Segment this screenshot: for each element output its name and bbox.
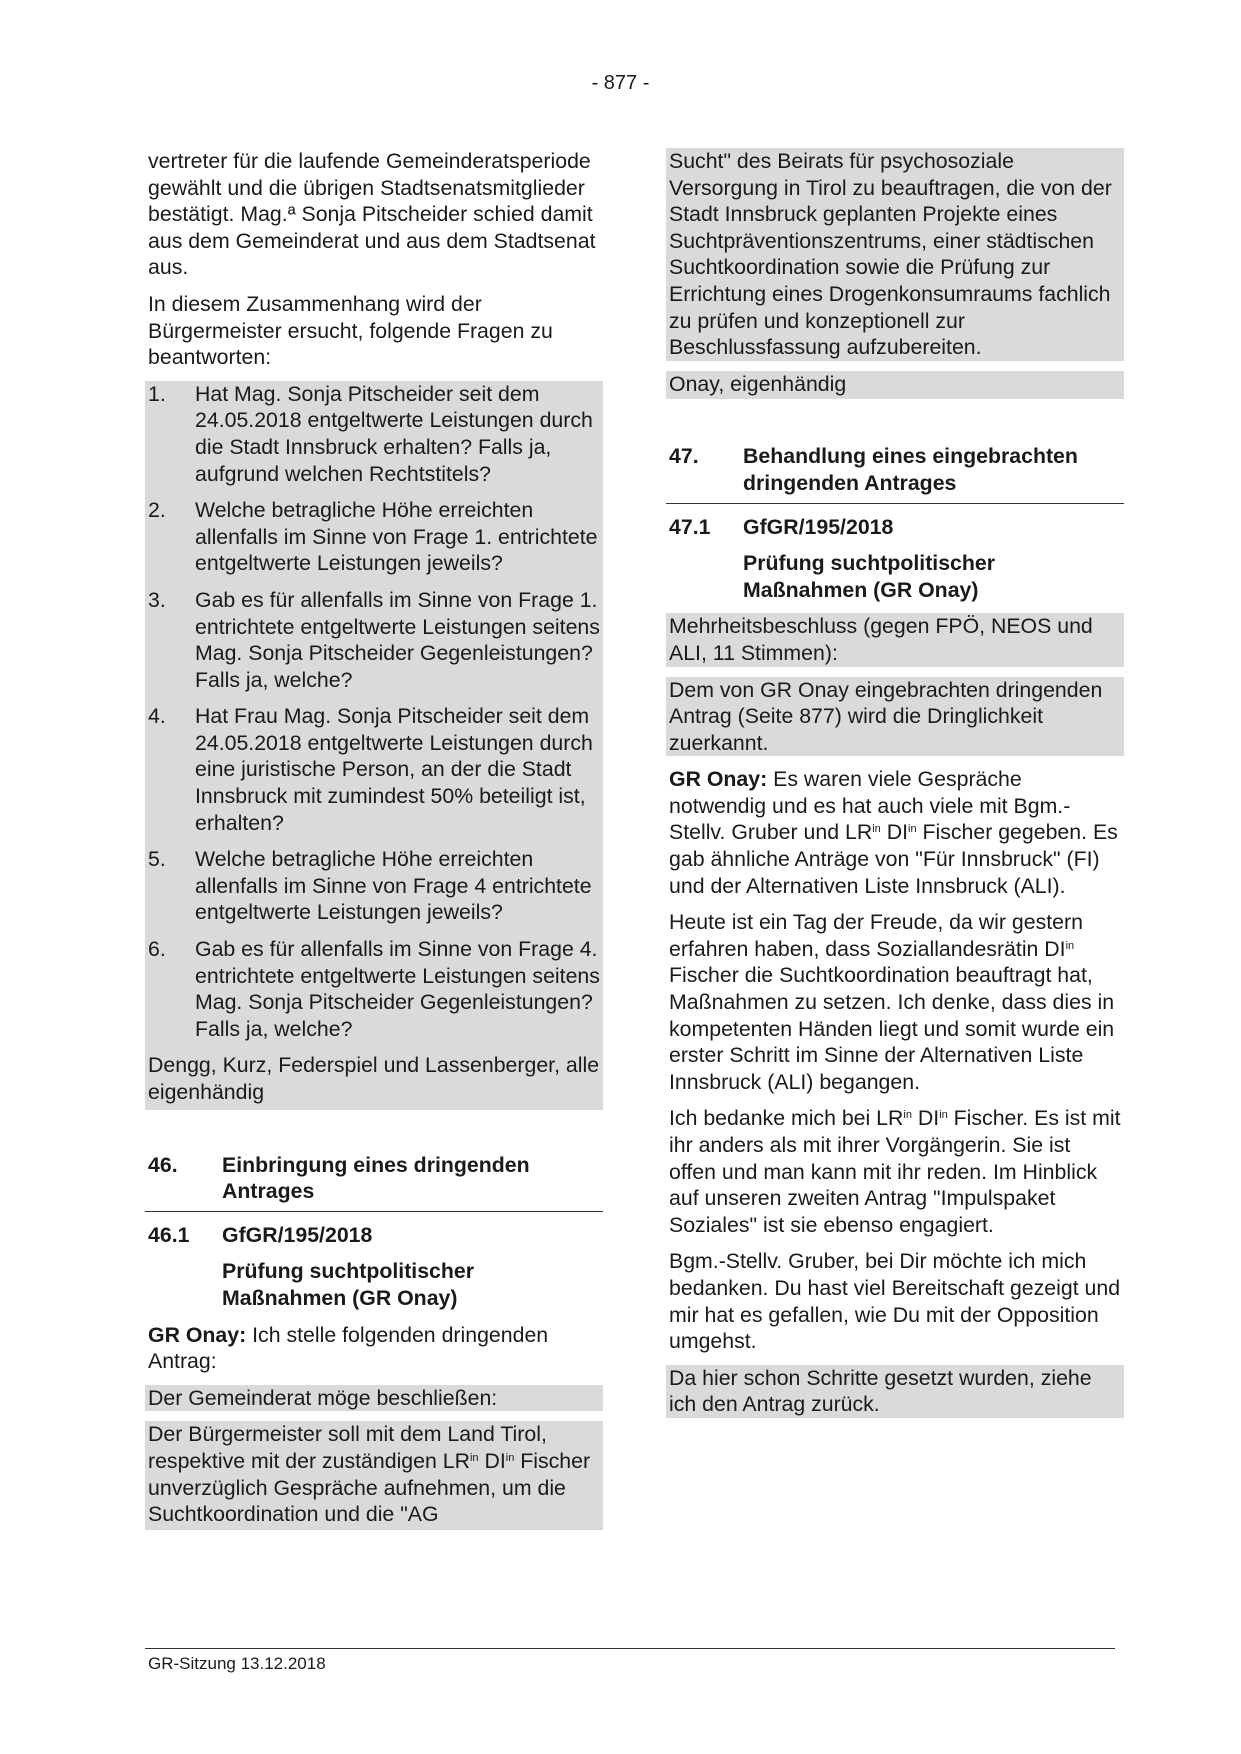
left-column <box>145 148 603 1530</box>
footer-rule <box>145 1648 1115 1649</box>
list-number: 1. <box>148 381 166 406</box>
list-item <box>145 381 603 497</box>
list-text: Gab es für allenfalls im Sinne von Frage 1. entrichtete entgeltwerte Leistungen seitens Mag. Sonja Pitscheider Gegenleistungen? Falls ja, welche? <box>195 587 600 692</box>
heading-46-1 <box>145 1222 603 1259</box>
heading-number: 46. <box>148 1152 178 1177</box>
intro-paragraph-1: vertreter für die laufende Gemeinderatsperiode gewählt und die übrigen Stadtsenatsmitglieder bestätigt. Mag.ª Sonja Pitscheider schied damit aus dem Gemeinderat und aus dem Stadtsenat aus. <box>148 149 596 280</box>
list-number: 2. <box>148 498 166 523</box>
heading-number: 47.1 <box>669 514 711 539</box>
speaker-paragraph <box>145 1322 603 1375</box>
list-text: Hat Frau Mag. Sonja Pitscheider seit dem 24.05.2018 entgeltwerte Leistungen durch eine juristische Person, an der die Stadt Innsbruck mit zumindest 50% beteiligt ist, erhalten? <box>195 704 593 835</box>
superscript: in <box>908 823 917 836</box>
motion-text <box>145 1421 603 1529</box>
heading-title: GfGR/195/2018 <box>222 1222 373 1247</box>
heading-46 <box>145 1152 603 1211</box>
speech-text: Fischer. Es ist mit ihr anders als mit ihrer Vorgängerin. Sie ist offen und man kann mit ihr reden. Im Hinblick auf unseren zweiten Antrag "Impulspaket Soziales" ist sie ebenso engagiert. <box>669 1106 1121 1237</box>
motion-heading: Der Gemeinderat möge beschließen: <box>145 1385 603 1412</box>
speaker-name: GR Onay: <box>669 767 768 792</box>
footer-session: GR-Sitzung 13.12.2018 <box>148 1654 326 1673</box>
speech-text: Fischer die Suchtkoordination beauftragt hat, Maßnahmen zu setzen. Ich denke, dass dies in kompetenten Händen liegt und somit wurde ein erster Schritt im Sinne der Alternativen Liste Innsbruck (ALI) begangen. <box>669 963 1115 1094</box>
heading-number: 47. <box>669 444 699 469</box>
list-item <box>145 846 603 936</box>
motion-text-part: DI <box>478 1448 506 1473</box>
heading-47 <box>666 443 1124 502</box>
superscript: in <box>469 1451 479 1464</box>
heading-title: Behandlung eines eingebrachten dringenden Antrages <box>743 444 1078 495</box>
decision-text: Mehrheitsbeschluss (gegen FPÖ, NEOS und ALI, 11 Stimmen): <box>666 613 1124 666</box>
item-subtitle: Prüfung suchtpolitischer Maßnahmen (GR Onay) <box>743 551 996 602</box>
list-number: 3. <box>148 587 166 612</box>
intro-paragraph-2: In diesem Zusammenhang wird der Bürgermeister ersucht, folgende Fragen zu beantworten: <box>148 291 553 370</box>
list-item <box>145 497 603 587</box>
heading-rule <box>145 1211 603 1212</box>
speech-text: Es waren viele Gespräche notwendig und es hat auch viele mit Bgm.-Stellv. Gruber und LR <box>669 767 1071 845</box>
speaker-name: GR Onay: <box>148 1322 247 1347</box>
speech-text: Heute ist ein Tag der Freude, da wir gestern erfahren haben, dass Soziallandesrätin DI <box>669 910 1083 961</box>
speech-paragraph-4: Bgm.-Stellv. Gruber, bei Dir möchte ich mich bedanken. Du hast viel Bereitschaft gezeigt und mir hat es gefallen, wie Du mit der Opposition umgehst. <box>669 1249 1121 1354</box>
heading-title: GfGR/195/2018 <box>743 514 894 539</box>
list-number: 6. <box>148 937 166 962</box>
motion-signature: Onay, eigenhändig <box>666 371 1124 400</box>
list-text: Hat Mag. Sonja Pitscheider seit dem 24.05.2018 entgeltwerte Leistungen durch die Stadt Innsbruck erhalten? Falls ja, aufgrund welchen Rechtstitels? <box>195 381 593 486</box>
superscript: in <box>903 1109 912 1122</box>
list-text: Welche betragliche Höhe erreichten allenfalls im Sinne von Frage 1. entrichtete entgeltwerte Leistungen jeweils? <box>195 498 598 576</box>
motion-text-part: Der Bürgermeister soll mit dem Land Tirol, respektive mit der zuständigen LR <box>148 1422 547 1473</box>
superscript: in <box>939 1109 948 1122</box>
superscript: in <box>505 1451 515 1464</box>
list-item <box>145 587 603 703</box>
list-number: 5. <box>148 847 166 872</box>
speech-text: DI <box>880 820 908 845</box>
speech-paragraph-2 <box>666 909 1124 1095</box>
item-subtitle: Prüfung suchtpolitischer Maßnahmen (GR Onay) <box>222 1259 475 1310</box>
list-number: 4. <box>148 704 166 729</box>
page-number: - 877 - <box>591 72 650 94</box>
speech-paragraph-3 <box>666 1105 1124 1238</box>
heading-title: Einbringung eines dringenden Antrages <box>222 1152 530 1204</box>
speech-text: DI <box>911 1106 940 1131</box>
question-list <box>145 381 603 1110</box>
heading-47-1 <box>666 514 1124 551</box>
list-item <box>145 703 603 846</box>
superscript: in <box>872 823 881 836</box>
withdraw-text: Da hier schon Schritte gesetzt wurden, ziehe ich den Antrag zurück. <box>666 1365 1124 1418</box>
signatures: Dengg, Kurz, Federspiel und Lassenberger, alle eigenhändig <box>148 1053 600 1104</box>
heading-number: 46.1 <box>148 1222 190 1247</box>
right-column <box>666 148 1124 1428</box>
heading-rule <box>666 503 1124 504</box>
list-item <box>145 936 603 1052</box>
speech-text: Fischer gegeben. Es gab ähnliche Anträge von "Für Innsbruck" (FI) und der Alternativen Liste Innsbruck (ALI). <box>669 820 1118 898</box>
list-text: Welche betragliche Höhe erreichten allenfalls im Sinne von Frage 4 entrichtete entgeltwerte Leistungen jeweils? <box>195 847 592 925</box>
speech-text: Ich bedanke mich bei LR <box>669 1106 904 1131</box>
speaker-text: Ich stelle folgenden dringenden Antrag: <box>148 1322 549 1374</box>
urgency-text: Dem von GR Onay eingebrachten dringenden Antrag (Seite 877) wird die Dringlichkeit zuerkannt. <box>666 677 1124 757</box>
speech-paragraph-1 <box>666 766 1124 899</box>
superscript: in <box>1065 939 1075 952</box>
list-text: Gab es für allenfalls im Sinne von Frage 4. entrichtete entgeltwerte Leistungen seitens Mag. Sonja Pitscheider Gegenleistungen? Falls ja, welche? <box>195 937 600 1041</box>
motion-continuation: Sucht" des Beirats für psychosoziale Versorgung in Tirol zu beauftragen, die von der Stadt Innsbruck geplanten Projekte eines Suchtpräventionszentrums, einer städtischen Suchtkoordination sowie die Prüfung zur Errichtung eines Drogenkonsumraums fachlich zu prüfen und konzeptionell zur Beschlussfassung aufzubereiten. <box>666 148 1124 361</box>
motion-text-part: Fischer unverzüglich Gespräche aufnehmen, um die Suchtkoordination und die "AG <box>148 1448 591 1527</box>
